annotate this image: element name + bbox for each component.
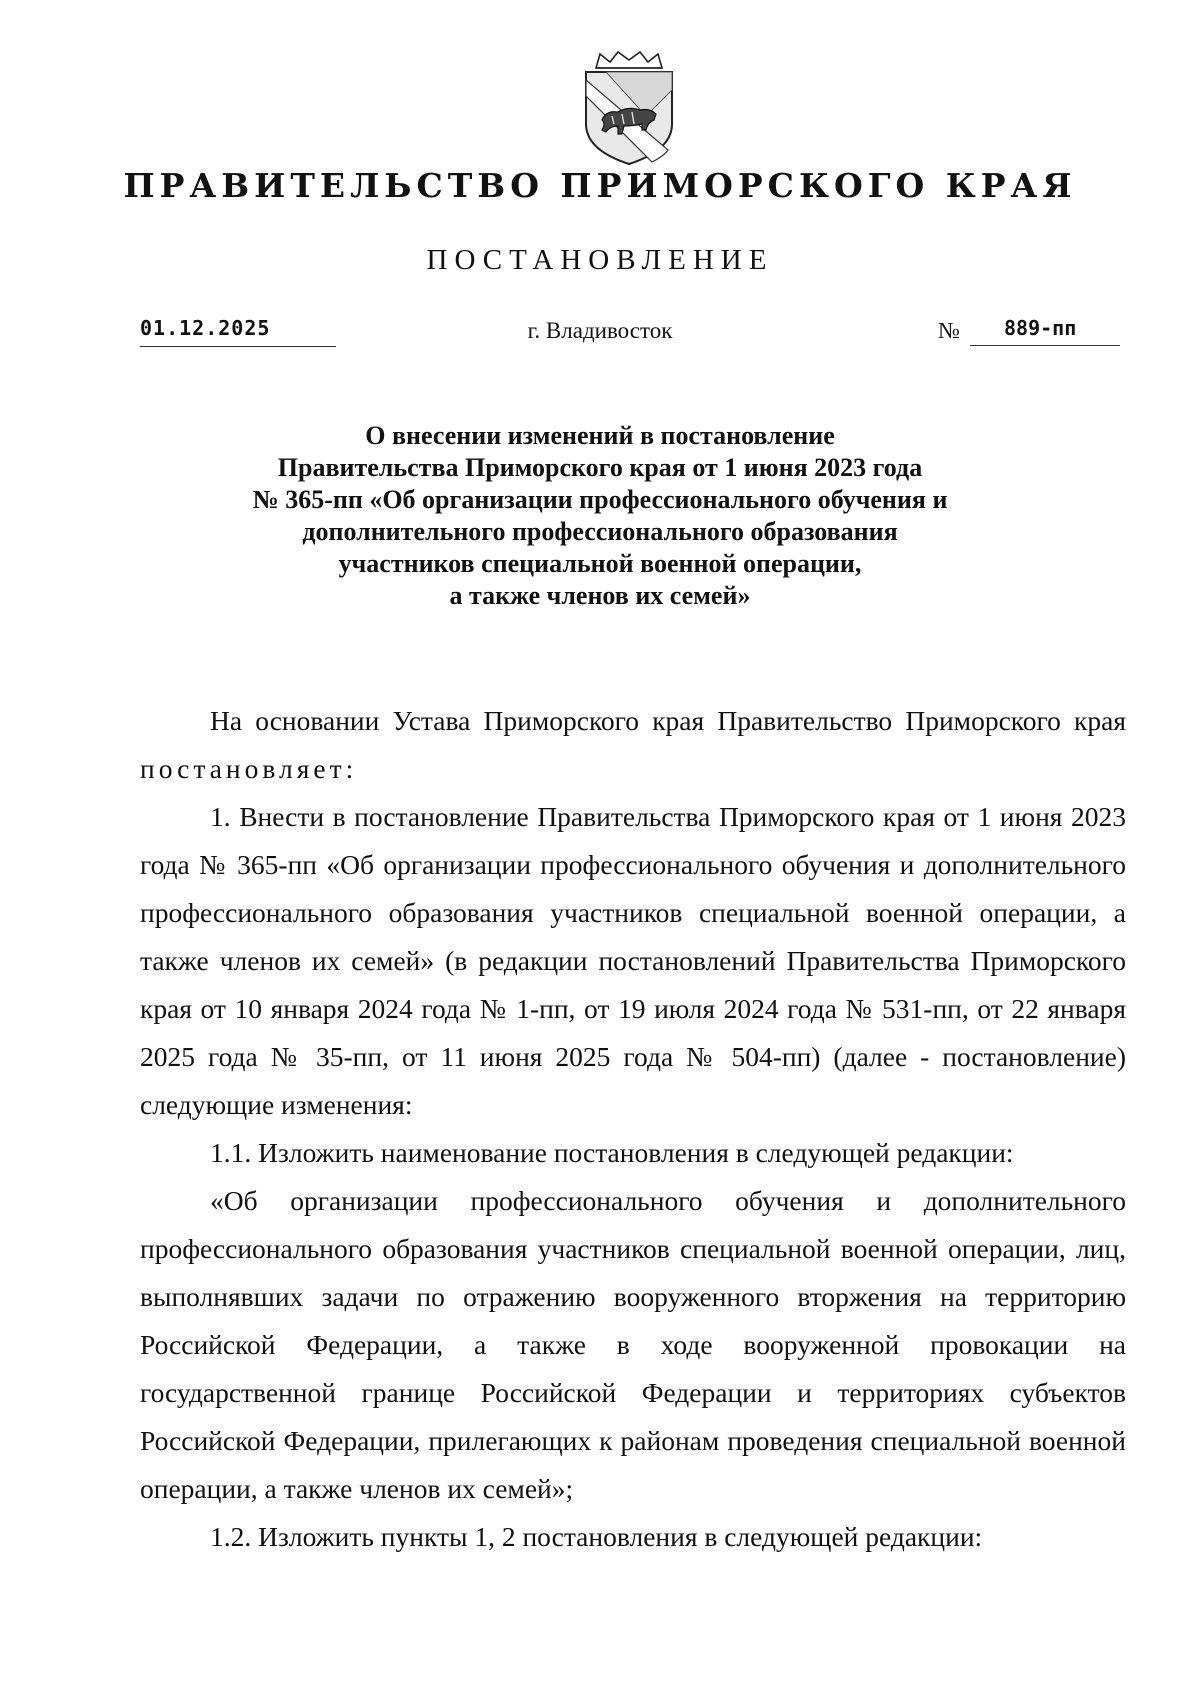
paragraph-1: 1. Внести в постановление Правительства Приморского края от 1 июня 2023 года № 365-пп «Об организации профессионального обучения и дополнительного профессионального образования участников специальной военной операции, а также членов их семей» (в редакции постановлений Правительства Приморского края от 10 января 2024 года № 1-пп, от 19 июля 2024 года № 531-пп, от 22 января 2025 года № 35-пп, от 11 июня 2025 года № 504-пп) (далее - постановление) следующие изменения: <box>140 801 1126 1120</box>
document-date: 01.12.2025 <box>140 316 336 347</box>
subject-line: О внесении изменений в постановление <box>365 421 835 450</box>
document-type-title: ПОСТАНОВЛЕНИЕ <box>426 244 774 276</box>
meta-row <box>0 316 1200 356</box>
subject-line: участников специальной военной операции, <box>338 549 862 578</box>
intro-paragraph <box>140 697 1126 793</box>
document-subject <box>140 420 1060 612</box>
subject-line: № 365-пп «Об организации профессионального обучения и <box>252 485 948 514</box>
intro-lead: На основании Устава Приморского края Правительство Приморского края <box>210 705 1126 736</box>
paragraph-1-2: 1.2. Изложить пункты 1, 2 постановления в следующей редакции: <box>210 1521 983 1552</box>
subject-line: дополнительного профессионального образования <box>302 517 898 546</box>
subject-line: а также членов их семей» <box>449 581 751 610</box>
paragraph-1-1: 1.1. Изложить наименование постановления в следующей редакции: <box>210 1137 1014 1168</box>
document-number: 889-пп <box>970 316 1120 346</box>
number-sign: № <box>938 318 960 343</box>
coat-of-arms-emblem <box>576 50 682 166</box>
document-body <box>140 697 1126 1561</box>
quoted-title: «Об организации профессионального обучения и дополнительного профессионального образования участников специальной военной операции, лиц, выполнявших задачи по отражению вооруженного вторжения на территорию Российской Федерации, а также в ходе вооруженной провокации на государственной границе Российской Федерации и территориях субъектов Российской Федерации, прилегающих к районам проведения специальной военной операции, а также членов их семей»; <box>140 1185 1126 1504</box>
government-title: ПРАВИТЕЛЬСТВО ПРИМОРСКОГО КРАЯ <box>123 166 1077 205</box>
subject-line: Правительства Приморского края от 1 июня 2023 года <box>277 453 923 482</box>
intro-verb: постановляет: <box>140 753 358 784</box>
document-city: г. Владивосток <box>527 318 673 343</box>
